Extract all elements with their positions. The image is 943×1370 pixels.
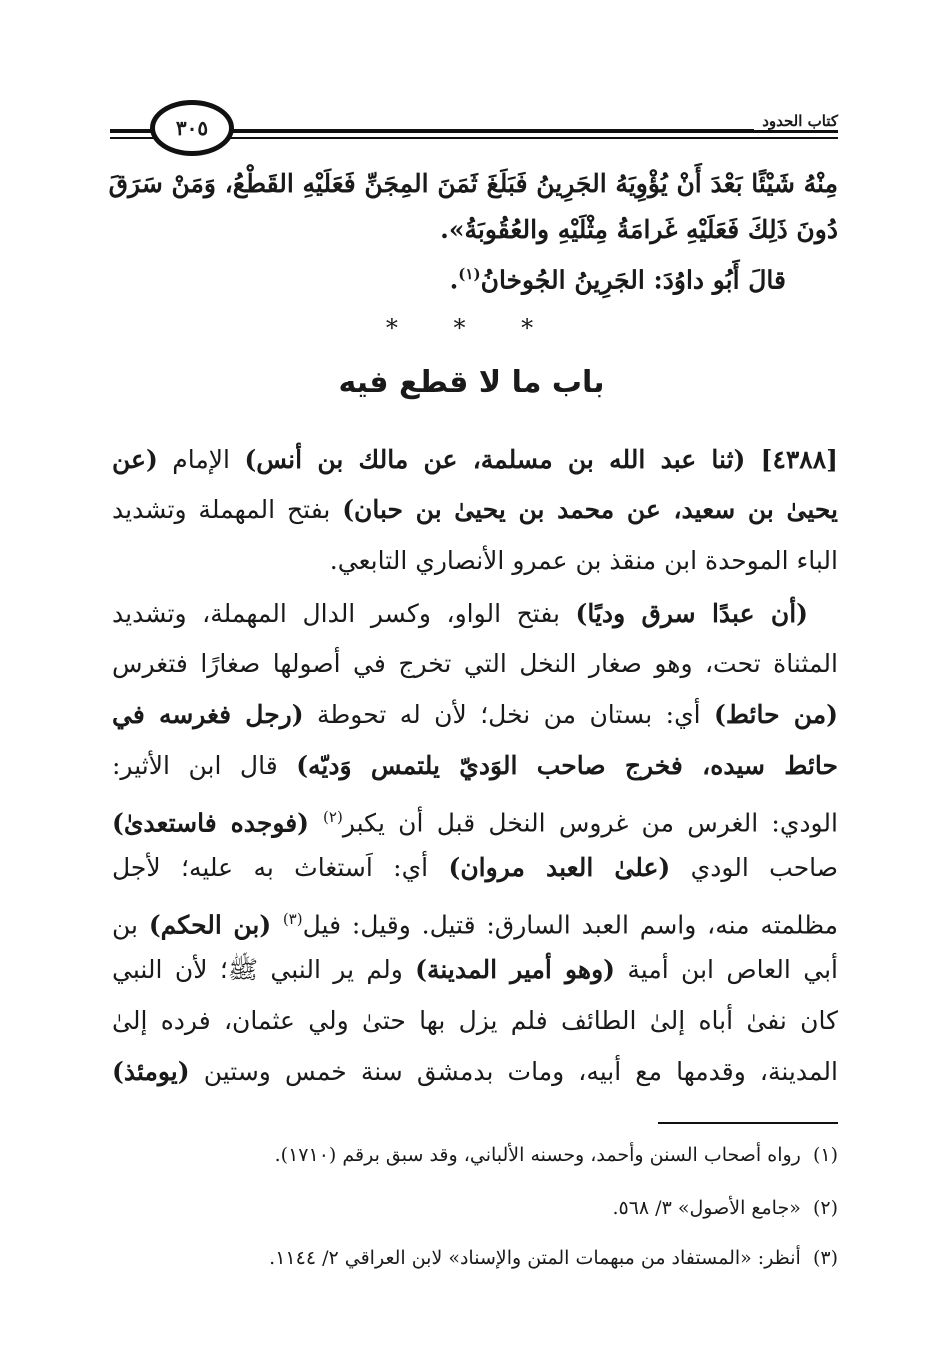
para2-text-6: صاحب الودي <box>670 853 839 882</box>
para2-line-1 <box>112 594 838 634</box>
para1-bold-2: يحيىٰ بن سعيد، عن محمد بن يحيىٰ بن حبان) <box>342 495 838 524</box>
hadith-line-1: مِنْهُ شَيْئًا بَعْدَ أَنْ يُؤْوِيَهُ الجَرِينُ فَبَلَغَ ثَمَنَ المِجَنِّ فَعَلَيْهِ القَطْعُ، وَمَنْ سَرَقَ <box>108 169 838 198</box>
para2-bold-3b: (رجل فغرسه في <box>112 700 304 729</box>
para2-bold-5: (فوجده فاستعدىٰ) <box>112 808 324 838</box>
footnote-2-number: (٢) <box>812 1197 838 1219</box>
para2-line-7 <box>112 899 838 945</box>
abu-dawud-note: قالَ أَبُو داوُدَ: الجَرِينُ الجُوخانُ$^{(١)}$. <box>449 265 786 295</box>
para2-text-8: أبي العاص ابن أمية <box>615 955 838 984</box>
para2-text-6b: أي: اَستغاث به عليه؛ لأجل <box>112 853 449 882</box>
para2-line-5 <box>112 797 838 843</box>
hadith-line-2: دُونَ ذَلِكَ فَعَلَيْهِ غَرامَةُ مِثْلَيْهِ والعُقُوبَةُ». <box>440 215 838 244</box>
para1-bold: (عن <box>112 445 158 474</box>
para2-line-2: المثناة تحت، وهو صغار النخل التي تخرج في أصولها صغارًا فتغرس <box>112 649 838 678</box>
para2-line-3 <box>112 695 838 735</box>
footnote-1-number: (١) <box>812 1144 838 1166</box>
para2-bold-3: (من حائط) <box>714 700 839 729</box>
para2-text-5: الودي: الغرس من غروس النخل قبل أن يكبر <box>342 808 838 838</box>
footnote-1-text: رواه أصحاب السنن وأحمد، وحسنه الألباني، وقد سبق برقم (١٧١٠). <box>274 1144 801 1166</box>
para1-text: الإمام <box>157 445 245 474</box>
para1-line-2 <box>112 490 838 530</box>
footnote-ref-3: (٣) <box>282 910 303 928</box>
para1-line-3: الباء الموحدة ابن منقذ بن عمرو الأنصاري التابعي. <box>329 546 838 575</box>
para2-bold-7: (بن الحكم) <box>148 910 283 940</box>
para2-text-8b: ولم ير النبي ﷺ؛ لأن النبي <box>112 955 416 984</box>
para2-text-7b: بن <box>112 910 149 940</box>
footnote-2-text: «جامع الأصول» ٣/ ٥٦٨. <box>612 1197 801 1219</box>
footnote-3-number: (٣) <box>812 1247 838 1269</box>
para2-line-6 <box>112 848 838 888</box>
footnote-ref-2: (٢) <box>323 808 343 826</box>
chapter-title: باب ما لا قطع فيه <box>338 365 605 400</box>
abu-dawud-text: قالَ أَبُو داوُدَ: الجَرِينُ الجُوخانُ <box>480 265 786 295</box>
para2-line-8 <box>112 950 838 990</box>
para2-bold-8: (وهو أمير المدينة) <box>415 955 615 984</box>
para2-text-4: قال ابن الأثير: <box>112 751 297 780</box>
para2-line-4 <box>112 746 838 786</box>
page-header <box>110 98 838 160</box>
para2-bold-4: حائط سيده، فخرج صاحب الوَديّ يلتمس وَديّه) <box>296 751 838 780</box>
hadith-number-chain: [٤٣٨٨] (ثنا عبد الله بن مسلمة، عن مالك بن أنس) <box>244 445 838 474</box>
para1-line-1 <box>112 440 838 480</box>
footnote-3 <box>112 1243 838 1273</box>
para2-text-3: أي: بستان من نخل؛ لأن له تحوطة <box>303 700 714 729</box>
page-number-text: ٣٠٥ <box>175 116 209 140</box>
para2-line-9: كان نفىٰ أباه إلىٰ الطائف فلم يزل بها حتىٰ ولي عثمان، فرده إلىٰ <box>112 1006 838 1035</box>
footnote-1 <box>112 1140 838 1170</box>
page-number <box>150 100 234 156</box>
book-title: كتاب الحدود <box>754 112 838 130</box>
para2-text-7: مظلمته منه، واسم العبد السارق: قتيل. وقيل: فيل <box>302 910 838 940</box>
para2-bold-1: (أن عبدًا سرق وديًا) <box>575 599 808 628</box>
footnote-3-text: أنظر: «المستفاد من مبهمات المتن والإسناد» لابن العراقي ٢/ ١١٤٤. <box>269 1247 801 1269</box>
footnote-ref-1: (١) <box>458 265 481 283</box>
para2-text-1: بفتح الواو، وكسر الدال المهملة، وتشديد <box>112 599 576 628</box>
para2-line-10 <box>112 1052 838 1092</box>
para1-text-2: بفتح المهملة وتشديد <box>112 495 343 524</box>
section-separator: * * * <box>385 314 558 342</box>
para2-text-10: المدينة، وقدمها مع أبيه، ومات بدمشق سنة خمس وستين <box>189 1057 838 1086</box>
footnote-2 <box>112 1193 838 1223</box>
footnote-separator <box>658 1122 838 1124</box>
para2-bold-6: (علىٰ العبد مروان) <box>448 853 671 882</box>
para2-bold-10: (يومئذ) <box>112 1057 190 1086</box>
